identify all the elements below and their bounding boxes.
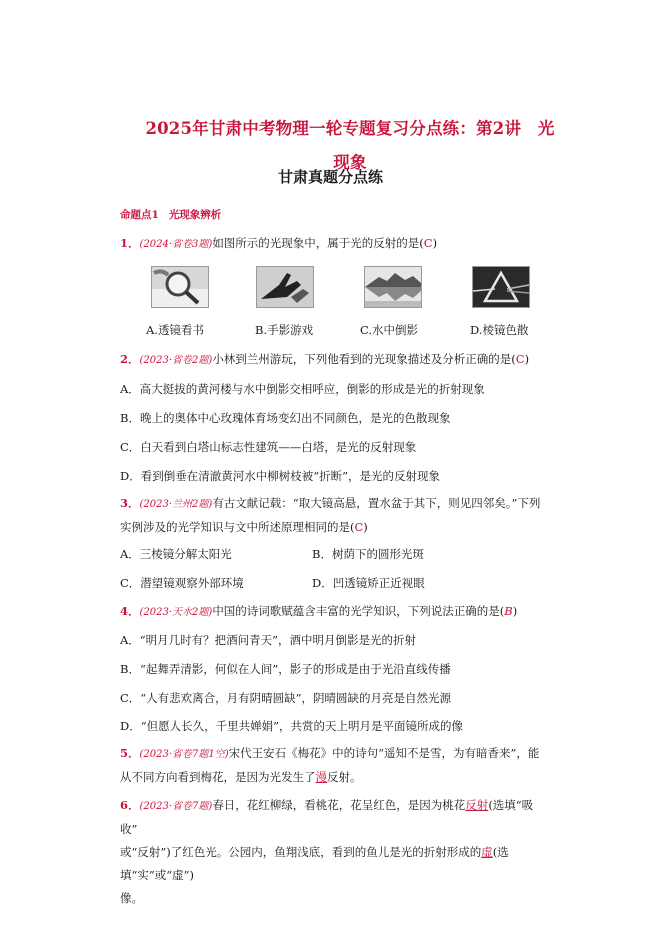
option-a-caption: A.透镜看书 [146, 323, 204, 337]
question-text: 小林到兰州游玩，下列他看到的光现象描述及分析正确的是( [212, 352, 516, 366]
water-reflection-image [364, 266, 422, 308]
question-number: 2． [120, 352, 140, 366]
question-source: (2023·兰州2题) [139, 499, 213, 510]
title-line-2: 现象 [333, 153, 367, 172]
q4-option-b: B．“起舞弄清影，何似在人间”，影子的形成是由于光沿直线传播 [120, 662, 451, 676]
q2-option-b: B．晚上的奥体中心玫瑰体育场变幻出不同颜色，是光的色散现象 [120, 411, 451, 425]
question-source: (2023·省卷7题) [139, 801, 213, 812]
answer: B [504, 604, 513, 618]
option-c-caption: C.水中倒影 [360, 323, 419, 337]
answer: C [423, 236, 433, 250]
question-text: 春日，花红柳绿，看桃花，花呈红色，是因为桃花 [212, 798, 466, 812]
option-b-caption: B.手影游戏 [255, 323, 314, 337]
answer-1: 反射 [465, 798, 489, 812]
q3-option-d: D．凹透镜矫正近视眼 [312, 576, 425, 590]
question-source: (2024·省卷3题) [139, 239, 213, 250]
question-4: 4．(2023·天水2题)中国的诗词歌赋蕴含丰富的光学知识，下列说法正确的是(B) [120, 604, 518, 618]
question-source: (2023·省卷2题) [139, 355, 213, 366]
question-6: 6．(2023·省卷7题)春日，花红柳绿，看桃花，花呈红色，是因为桃花反射(选填“吸收” 或“反射”)了红色光。公园内，鱼翔浅底，看到的鱼儿是光的折射形成的虚(选填“实”或“虚”) 像。 [120, 798, 534, 905]
hand-shadow-image [256, 266, 314, 308]
q4-option-d: D．“但愿人长久，千里共婵娟”，共赏的天上明月是平面镜所成的像 [120, 719, 463, 733]
question-source: (2023·天水2题) [139, 607, 213, 618]
question-number: 1． [120, 236, 140, 250]
topic-heading [120, 207, 231, 222]
topic-name: 光现象辨析 [168, 209, 222, 221]
q2-option-c: C．白天看到白塔山标志性建筑——白塔，是光的反射现象 [120, 440, 417, 454]
magnifier-reading-image [151, 266, 209, 308]
question-2: 2．(2023·省卷2题)小林到兰州游玩，下列他看到的光现象描述及分析正确的是(C) [120, 352, 530, 366]
question-text: 中国的诗词歌赋蕴含丰富的光学知识，下列说法正确的是( [212, 604, 505, 618]
answer-2: 虚 [481, 845, 493, 859]
question-source: (2023·省卷7题1空) [139, 749, 229, 760]
question-5: 5．(2023·省卷7题1空)宋代王安石《梅花》中的诗句“遥知不是雪，为有暗香来”，能 从不同方向看到梅花，是因为光发生了漫反射。 [120, 746, 540, 784]
question-3: 3．(2023·兰州2题)有古文献记载：“取大镜高悬，置水盆于其下，则见四邻矣。”下列 实例涉及的光学知识与文中所述原理相同的是(C) [120, 496, 541, 534]
question-number: 3． [120, 496, 140, 510]
q3-option-a: A．三棱镜分解太阳光 [120, 547, 232, 561]
question-text: 如图所示的光现象中，属于光的反射的是( [212, 236, 424, 250]
q2-option-a: A．高大挺拔的黄河楼与水中倒影交相呼应，倒影的形成是光的折射现象 [120, 382, 485, 396]
option-d-caption: D.棱镜色散 [470, 323, 529, 337]
q4-option-a: A．“明月几时有？把酒问青天”，酒中明月倒影是光的折射 [120, 633, 417, 647]
topic-label: 命题点1 [120, 209, 159, 221]
title-line-1: 2025年甘肃中考物理一轮专题复习分点练：第2讲 光 [145, 119, 555, 138]
q2-option-d: D．看到倒垂在清澈黄河水中柳树枝被“折断”，是光的反射现象 [120, 469, 440, 483]
question-number: 6． [120, 798, 140, 812]
question-text: 宋代王安石《梅花》中的诗句“遥知不是雪，为有暗香来”，能 [228, 746, 540, 760]
question-text-cont: 实例涉及的光学知识与文中所述原理相同的是( [120, 520, 355, 534]
q3-option-c: C．潜望镜观察外部环境 [120, 576, 244, 590]
answer: C [354, 520, 364, 534]
question-number: 4． [120, 604, 140, 618]
section-subtitle: 甘肃真题分点练 [277, 168, 383, 186]
question-number: 5． [120, 746, 140, 760]
q4-option-c: C．“人有悲欢离合，月有阴晴圆缺”，阴晴圆缺的月亮是自然光源 [120, 691, 452, 705]
question-text: 有古文献记载：“取大镜高悬，置水盆于其下，则见四邻矣。”下列 [212, 496, 541, 510]
answer: C [515, 352, 525, 366]
q3-option-b: B．树荫下的圆形光斑 [312, 547, 424, 561]
question-1: 1．(2024·省卷3题)如图所示的光现象中，属于光的反射的是(C) [120, 236, 438, 250]
prism-dispersion-image [472, 266, 530, 308]
answer: 漫 [315, 770, 327, 784]
